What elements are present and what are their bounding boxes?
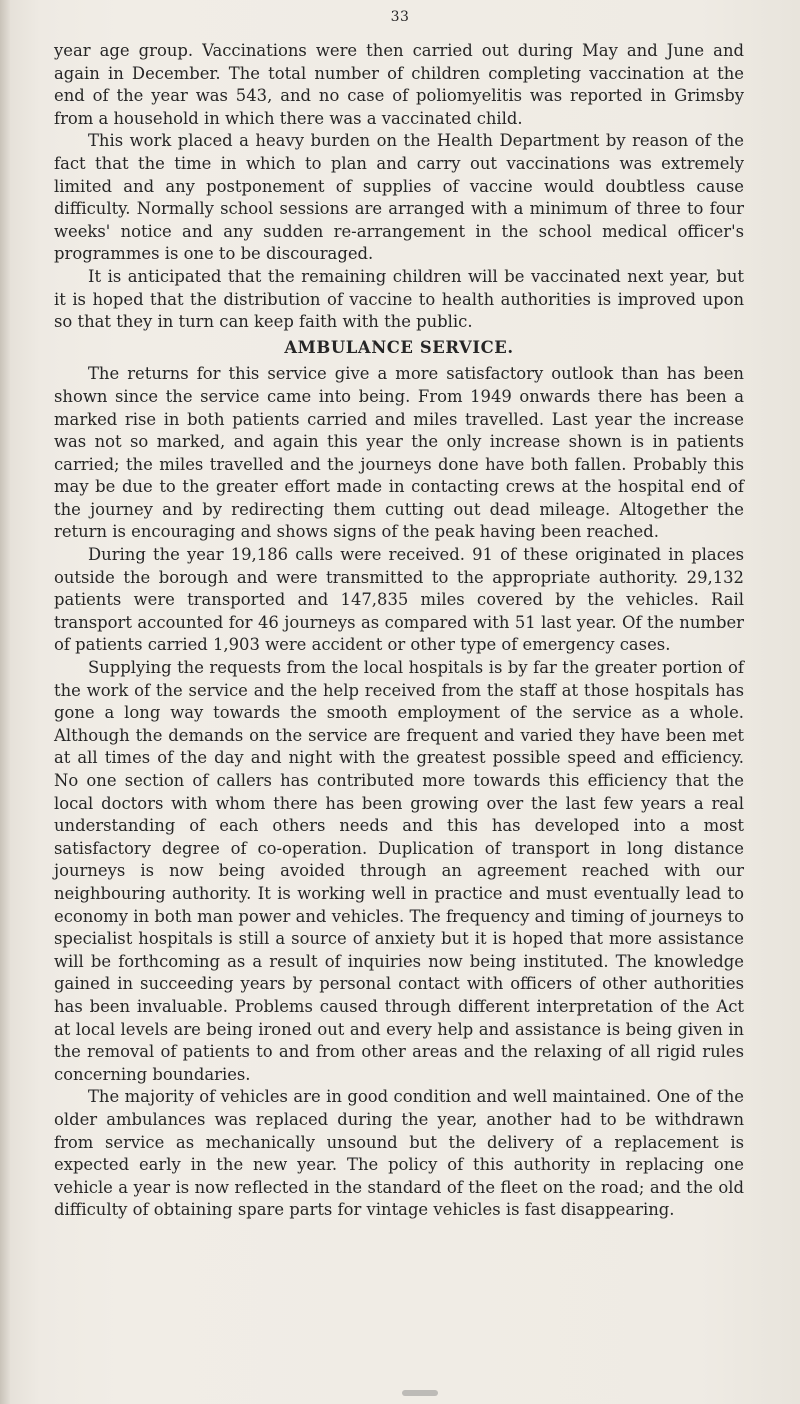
page-spine-shadow (0, 0, 10, 1404)
paragraph-ambulance-vehicles: The majority of vehicles are in good condition and well maintained. One of the older ambulances was replaced during the year, another had to be withdrawn from service as mechanically unsound but the delivery of a replacement is expected early in the new year. The policy of this authority in replacing one vehicle a year is now reflected in the standard of the fleet on the road; and the old difficulty of obtaining spare parts for vintage vehicles is fast disappearing. (54, 1087, 744, 1220)
paragraph-vaccination-outlook: It is anticipated that the remaining children will be vaccinated next year, but it is hoped that the distribution of vaccine to health authorities is improved upon so that they in turn can keep faith with the public. (54, 266, 744, 332)
paragraph-vaccination-burden: This work placed a heavy burden on the Health Department by reason of the fact that the time in which to plan and carry out vaccinations was extremely limited and any postponement of supplies of vaccine would doubtless cause difficulty. Normally school sessions are arranged with a minimum of three to four weeks' notice and any sudden re-arrangement in the school medical officer's programmes is one to be discouraged. (54, 131, 744, 264)
paragraph-vaccination-results: year age group. Vaccinations were then carried out during May and June and again in December. The total number of children completing vaccination at the end of the year was 543, and no case of poliomyelitis was reported in Grimsby from a household in which there was a vaccinated child. (54, 41, 744, 128)
paragraph-ambulance-statistics: During the year 19,186 calls were received. 91 of these originated in places outside the borough and were transmitted to the appropriate authority. 29,132 patients were transported and 147,835 miles covered by the vehicles. Rail transport accounted for 46 journeys as compared with 51 last year. Of the number of patients carried 1,903 were accident or other type of emergency cases. (54, 545, 744, 655)
scan-mark (402, 1390, 438, 1396)
paragraph-ambulance-returns: The returns for this service give a more satisfactory outlook than has been shown since the service came into being. From 1949 onwards there has been a marked rise in both patients carried and miles travelled. Last year the increase was not so marked, and again this year the only increase shown is in patients carried; the miles travelled and the journeys done have both fallen. Probably this may be due to the greater effort made in contacting crews at the hospital end of the journey and by redirecting them cutting out dead mileage. Altogether the return is encouraging and shows signs of the peak having been reached. (54, 364, 744, 542)
paragraph-ambulance-hospital-requests: Supplying the requests from the local hospitals is by far the greater portion of the work of the service and the help received from the staff at those hospitals has gone a long way towards the smooth employment of the service as a whole. Although the demands on the service are frequent and varied they have been met at all times of the day and night with the greatest possible speed and efficiency. No one section of callers has contributed more towards this efficiency that the local doctors with whom there has been growing over the last few years a real understanding of each others needs and this has developed into a most satisfactory degree of co-operation. Duplication of transport in long distance journeys is now being avoided through an agreement reached with our neighbouring authority. It is working well in practice and must eventually lead to economy in both man power and vehicles. The frequency and timing of journeys to specialist hospitals is still a source of anxiety but it is hoped that more assistance will be forthcoming as a result of inquiries now being instituted. The knowledge gained in succeeding years by personal contact with officers of other authorities has been invaluable. Problems caused through different interpretation of the Act at local levels are being ironed out and every help and assistance is being given in the removal of patients to and from other areas and the relaxing of all rigid rules concerning boundaries. (54, 658, 744, 1084)
section-heading-ambulance-service: AMBULANCE SERVICE. (284, 337, 514, 357)
document-body (54, 40, 744, 1222)
page-number: 33 (390, 9, 410, 25)
